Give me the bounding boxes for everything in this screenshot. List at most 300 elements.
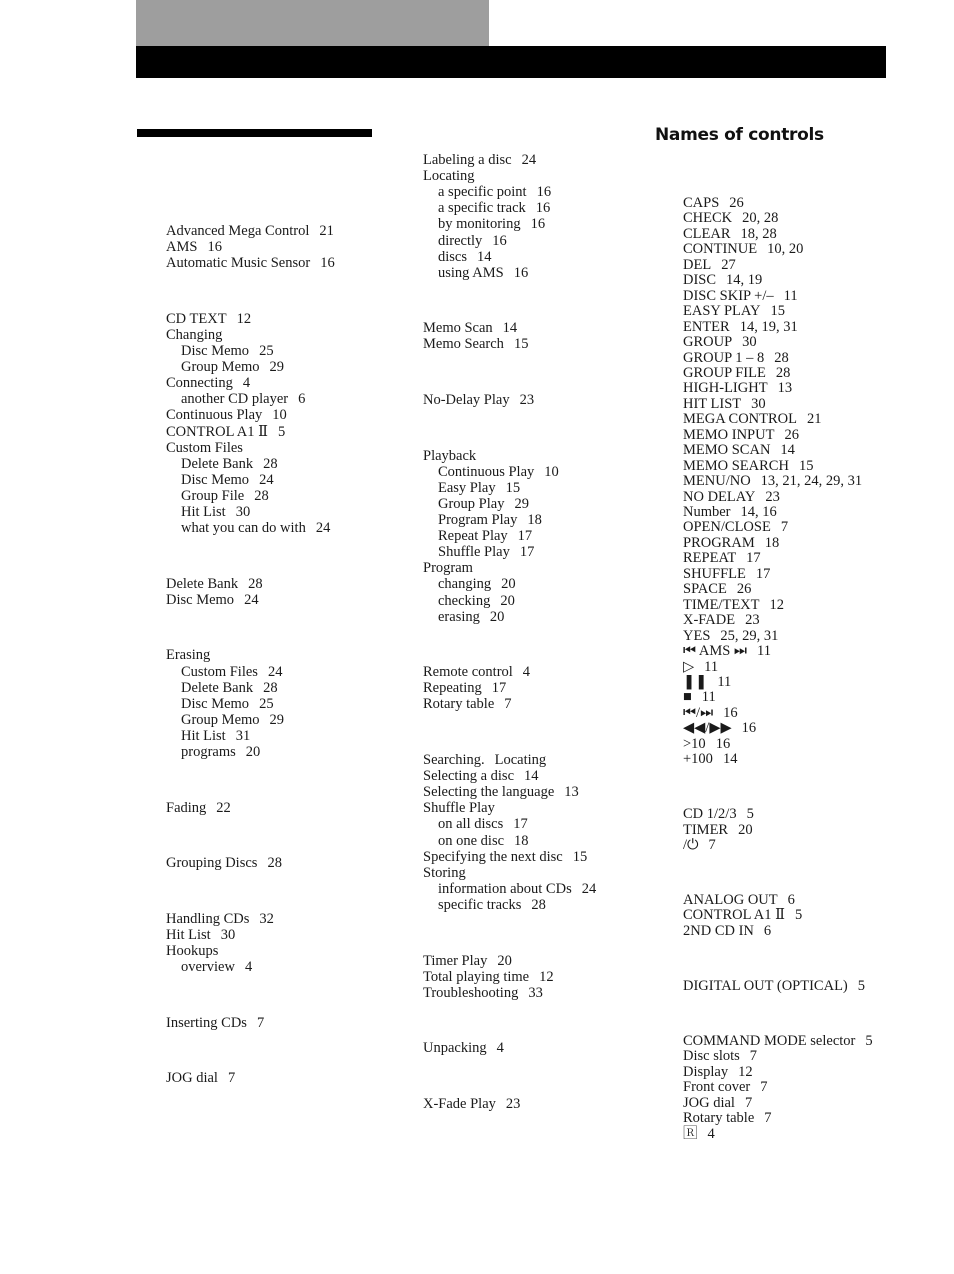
entry-term: YES xyxy=(683,627,711,644)
names-of-controls-heading: Names of controls xyxy=(655,125,824,145)
index-entry xyxy=(181,712,284,728)
index-entry xyxy=(423,1040,504,1056)
entry-page: 25 xyxy=(259,343,274,359)
index-entry xyxy=(181,728,250,744)
index-entry xyxy=(683,380,792,396)
entry-term: Shuffle Play xyxy=(438,544,510,561)
index-entry xyxy=(181,696,274,712)
entry-page: 20 xyxy=(497,952,512,969)
entry-term: CD 1/2/3 xyxy=(683,806,737,823)
index-entry xyxy=(438,184,551,200)
index-entry xyxy=(683,837,716,853)
entry-term: Shuffle Play xyxy=(423,800,495,817)
entry-page: 16 xyxy=(492,232,507,249)
index-entry xyxy=(423,768,539,784)
entry-term: ⏮/⏭ xyxy=(683,704,714,721)
entry-term: Unpacking xyxy=(423,1040,487,1057)
entry-term: using AMS xyxy=(438,264,504,281)
entry-term: Playback xyxy=(423,447,477,464)
entry-page: 29 xyxy=(514,495,529,512)
entry-page: 25 xyxy=(259,695,274,712)
entry-term: TIME/TEXT xyxy=(683,596,760,613)
index-entry xyxy=(423,560,473,576)
entry-term: Repeating xyxy=(423,680,482,697)
entry-page: 28 xyxy=(263,679,278,696)
index-entry xyxy=(423,168,475,184)
index-entry xyxy=(683,365,790,381)
entry-page: 24 xyxy=(244,591,259,608)
entry-term: Group Memo xyxy=(181,359,260,376)
index-entry xyxy=(683,705,738,721)
index-entry xyxy=(683,396,766,412)
index-entry xyxy=(423,800,495,816)
entry-term: EASY PLAY xyxy=(683,303,761,320)
index-entry xyxy=(166,1070,235,1086)
entry-page: 20 xyxy=(245,744,261,760)
entry-page: 4 xyxy=(496,1040,504,1057)
index-entry xyxy=(166,943,218,959)
entry-term: Number xyxy=(683,504,731,520)
entry-page: 20 xyxy=(501,576,516,593)
entry-page: 33 xyxy=(528,984,543,1001)
index-entry xyxy=(683,751,737,767)
entry-term: Locating xyxy=(423,168,475,185)
entry-term: Handling CDs xyxy=(166,910,250,927)
entry-term: overview xyxy=(181,959,235,976)
entry-term: Disc Memo xyxy=(181,471,250,488)
entry-page: 21 xyxy=(807,411,822,428)
index-entry xyxy=(166,407,287,423)
entry-term: REPEAT xyxy=(683,550,737,567)
entry-page: 16 xyxy=(723,704,738,721)
entry-page: 17 xyxy=(746,550,761,567)
entry-term: on one disc xyxy=(438,832,505,849)
index-entry xyxy=(683,597,784,613)
entry-term: ANALOG OUT xyxy=(683,892,778,908)
index-entry xyxy=(166,576,263,592)
entry-term: X-Fade Play xyxy=(423,1095,496,1112)
entry-page: 16 xyxy=(536,184,552,201)
index-entry xyxy=(423,969,554,985)
entry-page: 12 xyxy=(539,968,554,985)
index-entry xyxy=(181,744,260,760)
index-entry xyxy=(683,519,788,535)
index-entry xyxy=(166,239,222,255)
entry-term: /⏻ xyxy=(683,837,699,854)
entry-term: information about CDs xyxy=(438,880,572,897)
entry-page: 4 xyxy=(244,959,253,976)
entry-page: 28 xyxy=(248,575,263,592)
entry-page: 28 xyxy=(775,364,791,381)
entry-term: Selecting the language xyxy=(423,784,555,801)
entry-page: 14 xyxy=(722,751,738,768)
index-entry xyxy=(683,892,795,908)
entry-page: 32 xyxy=(259,910,274,927)
entry-page: 25, 29, 31 xyxy=(720,627,779,644)
entry-page: 17 xyxy=(755,565,771,582)
entry-term: CHECK xyxy=(683,210,733,227)
entry-page: 24 xyxy=(267,663,283,680)
index-entry xyxy=(181,359,284,375)
index-entry xyxy=(683,1048,757,1064)
entry-page: 20, 28 xyxy=(742,210,779,227)
index-entry xyxy=(181,680,278,696)
index-entry xyxy=(683,806,754,822)
entry-term: Selecting a disc xyxy=(423,768,515,785)
index-entry xyxy=(438,464,559,480)
index-entry xyxy=(181,456,278,472)
entry-term: HIGH-LIGHT xyxy=(683,380,768,397)
index-entry xyxy=(683,334,757,350)
entry-term: Continuous Play xyxy=(166,407,263,424)
entry-page: 13, 21, 24, 29, 31 xyxy=(760,473,863,490)
index-entry xyxy=(683,907,802,923)
index-entry xyxy=(438,897,546,913)
index-entry xyxy=(166,647,210,663)
entry-term: Advanced Mega Control xyxy=(166,223,310,239)
index-entry xyxy=(181,504,250,520)
index-entry xyxy=(166,440,243,456)
entry-page: 28 xyxy=(254,487,269,504)
index-entry xyxy=(423,336,528,352)
entry-page: 6 xyxy=(763,922,772,939)
index-entry xyxy=(438,512,542,528)
entry-page: 7 xyxy=(749,1048,758,1065)
entry-page: 13 xyxy=(564,784,579,801)
index-entry xyxy=(423,392,534,408)
entry-term: CONTINUE xyxy=(683,241,758,258)
index-entry xyxy=(438,544,534,560)
index-entry xyxy=(166,327,222,343)
entry-page: 28 xyxy=(774,349,789,366)
entry-page: 30 xyxy=(235,504,251,520)
index-entry xyxy=(166,1015,264,1031)
entry-page: 18, 28 xyxy=(740,225,777,242)
index-entry xyxy=(423,448,476,464)
entry-page: 28 xyxy=(531,896,546,913)
entry-page: 7 xyxy=(256,1014,265,1031)
index-entry xyxy=(438,265,528,281)
entry-page: 7 xyxy=(227,1070,236,1087)
entry-page: 23 xyxy=(505,1095,521,1112)
entry-term: Disc slots xyxy=(683,1048,740,1065)
index-entry xyxy=(438,496,529,512)
entry-page: 10, 20 xyxy=(767,241,804,258)
entry-page: 14, 16 xyxy=(740,504,777,520)
entry-page: 7 xyxy=(504,696,512,713)
entry-term: Automatic Music Sensor xyxy=(166,255,311,272)
index-entry xyxy=(683,350,789,366)
index-entry xyxy=(166,911,274,927)
entry-term: CLEAR xyxy=(683,225,731,242)
entry-page: 7 xyxy=(744,1094,753,1111)
entry-term: Program xyxy=(423,560,473,577)
index-entry xyxy=(438,609,504,625)
index-entry xyxy=(683,458,813,474)
entry-term: Hit List xyxy=(181,727,226,744)
entry-term: ⏮ AMS ⏭ xyxy=(683,643,747,660)
entry-term: Storing xyxy=(423,864,466,881)
entry-page: 20 xyxy=(738,821,753,838)
entry-term: Hit List xyxy=(181,504,226,520)
index-entry xyxy=(181,343,274,359)
entry-page: 17 xyxy=(513,816,528,833)
entry-page: 4 xyxy=(707,1125,715,1142)
entry-page: 29 xyxy=(269,359,285,376)
entry-term: MENU/NO xyxy=(683,473,751,490)
entry-page: 5 xyxy=(794,907,803,924)
index-entry xyxy=(166,223,334,239)
entry-page: 31 xyxy=(235,727,251,744)
entry-term: discs xyxy=(438,248,467,265)
index-entry xyxy=(683,1126,715,1142)
entry-term: Continuous Play xyxy=(438,463,535,480)
index-entry xyxy=(683,581,751,597)
entry-term: Fading xyxy=(166,799,207,816)
entry-term: ENTER xyxy=(683,318,730,335)
entry-term: JOG dial xyxy=(166,1070,218,1087)
index-entry xyxy=(438,480,520,496)
index-entry xyxy=(683,535,779,551)
index-entry xyxy=(181,472,274,488)
index-entry xyxy=(423,752,546,768)
index-entry xyxy=(438,528,532,544)
index-entry xyxy=(166,311,251,327)
entry-term: DEL xyxy=(683,256,712,273)
entry-page: 4 xyxy=(242,375,251,392)
entry-page: 5 xyxy=(277,423,286,440)
entry-page: 23 xyxy=(519,392,535,408)
entry-page: 14 xyxy=(477,248,492,265)
entry-page: 12 xyxy=(769,596,785,613)
entry-term: No-Delay Play xyxy=(423,392,510,408)
entry-term: ◀◀/▶▶ xyxy=(683,720,732,737)
index-entry xyxy=(683,612,760,628)
entry-term: another CD player xyxy=(181,391,289,408)
entry-term: programs xyxy=(181,744,236,760)
entry-page: 16 xyxy=(741,720,757,737)
entry-term: Troubleshooting xyxy=(423,984,519,1001)
entry-term: MEGA CONTROL xyxy=(683,411,797,428)
entry-page: 14, 19, 31 xyxy=(739,318,798,335)
index-entry xyxy=(166,592,259,608)
index-entry xyxy=(683,489,780,505)
index-entry xyxy=(683,628,778,644)
entry-term: MEMO SCAN xyxy=(683,442,771,459)
entry-term: what you can do with xyxy=(181,520,306,537)
entry-term: Rotary table xyxy=(423,696,495,713)
entry-term: OPEN/CLOSE xyxy=(683,519,771,536)
entry-page: 14 xyxy=(502,320,518,337)
entry-page: 11 xyxy=(717,673,732,690)
entry-term: NO DELAY xyxy=(683,488,756,505)
index-entry xyxy=(683,226,777,242)
entry-term: TIMER xyxy=(683,821,729,838)
entry-term: HIT LIST xyxy=(683,395,742,412)
entry-page: 10 xyxy=(272,407,287,424)
entry-page: 16 xyxy=(513,264,529,281)
index-entry xyxy=(166,255,335,271)
entry-page: 24 xyxy=(521,152,537,168)
entry-term: Disc Memo xyxy=(181,695,250,712)
entry-page: 23 xyxy=(745,612,760,629)
entry-term: Delete Bank xyxy=(181,679,254,696)
entry-term: erasing xyxy=(438,608,480,625)
entry-page: 30 xyxy=(742,334,757,351)
index-entry xyxy=(683,504,777,520)
entry-term: DIGITAL OUT (OPTICAL) xyxy=(683,977,848,994)
index-entry xyxy=(683,822,753,838)
entry-term: SHUFFLE xyxy=(683,565,746,582)
entry-page: 7 xyxy=(708,837,716,854)
entry-page: 28 xyxy=(263,455,278,472)
entry-term: changing xyxy=(438,576,492,593)
entry-term: Memo Search xyxy=(423,336,504,353)
index-entry xyxy=(181,959,252,975)
entry-term: Custom Files xyxy=(166,439,243,456)
entry-page: 11 xyxy=(783,287,798,304)
entry-term: Group File xyxy=(181,487,245,504)
index-entry xyxy=(423,320,517,336)
entry-term: >10 xyxy=(683,735,706,752)
entry-page: 17 xyxy=(517,528,533,545)
index-entry xyxy=(683,689,716,705)
entry-page: 18 xyxy=(527,512,542,528)
entry-page: 26 xyxy=(784,426,799,443)
entry-term: Group Play xyxy=(438,495,505,512)
entry-term: Easy Play xyxy=(438,479,496,496)
entry-term: COMMAND MODE selector xyxy=(683,1032,856,1049)
index-entry xyxy=(683,720,756,736)
entry-term: Inserting CDs xyxy=(166,1014,247,1031)
entry-page: 30 xyxy=(751,395,766,412)
entry-page: 15 xyxy=(770,303,785,320)
header-tab-gray xyxy=(136,0,489,46)
entry-term: DISC SKIP +/– xyxy=(683,287,774,304)
index-entry xyxy=(683,566,770,582)
entry-page: 14, 19 xyxy=(726,272,763,289)
entry-page: 13 xyxy=(777,380,793,397)
entry-term: MEMO INPUT xyxy=(683,426,775,443)
entry-term: Front cover xyxy=(683,1079,751,1096)
entry-page: 26 xyxy=(736,581,752,598)
entry-page: 21 xyxy=(319,223,334,239)
index-entry xyxy=(683,257,736,273)
index-entry xyxy=(683,659,718,675)
entry-page: 15 xyxy=(513,336,529,353)
entry-page: 5 xyxy=(865,1032,873,1049)
index-entry xyxy=(683,1033,873,1049)
entry-term: GROUP 1 – 8 xyxy=(683,349,765,366)
entry-page: 15 xyxy=(505,479,521,496)
entry-page: 11 xyxy=(756,643,771,660)
entry-page: 11 xyxy=(704,658,719,675)
entry-page: 17 xyxy=(519,544,535,561)
entry-page: 23 xyxy=(765,488,780,505)
index-entry xyxy=(438,216,545,232)
entry-page: 6 xyxy=(298,391,306,408)
entry-term: Labeling a disc xyxy=(423,152,512,168)
entry-page: 15 xyxy=(798,457,814,474)
entry-term: a specific track xyxy=(438,200,526,217)
entry-page: 17 xyxy=(491,680,507,697)
index-entry xyxy=(181,391,305,407)
entry-page: 16 xyxy=(530,216,546,233)
index-entry xyxy=(683,736,730,752)
index-entry xyxy=(683,195,744,211)
entry-term: Memo Scan xyxy=(423,320,493,337)
index-entry xyxy=(683,442,795,458)
entry-page: 22 xyxy=(216,799,231,816)
index-entry xyxy=(166,375,250,391)
entry-term: Rotary table xyxy=(683,1110,755,1127)
entry-page: 20 xyxy=(500,592,515,609)
entry-term: Erasing xyxy=(166,647,211,664)
index-entry xyxy=(438,833,529,849)
index-entry xyxy=(683,1079,768,1095)
index-entry xyxy=(438,576,516,592)
entry-term: CONTROL A1 Ⅱ xyxy=(683,907,785,924)
entry-page: 18 xyxy=(514,832,529,849)
index-entry xyxy=(683,241,803,257)
entry-page: 7 xyxy=(760,1079,768,1096)
entry-page: 7 xyxy=(764,1110,772,1127)
entry-page: 29 xyxy=(269,711,285,728)
entry-page: 12 xyxy=(738,1063,753,1080)
index-entry xyxy=(683,1095,752,1111)
entry-term: SPACE xyxy=(683,581,727,598)
index-entry xyxy=(683,923,771,939)
index-entry xyxy=(438,233,507,249)
index-entry xyxy=(683,1064,753,1080)
header-bar xyxy=(136,46,886,78)
entry-page: 10 xyxy=(544,463,559,480)
entry-page: 16 xyxy=(715,735,731,752)
index-entry xyxy=(423,680,506,696)
entry-term: Delete Bank xyxy=(181,455,254,472)
entry-term: AMS xyxy=(166,239,198,256)
index-entry xyxy=(683,674,731,690)
entry-term: a specific point xyxy=(438,184,527,201)
entry-term: Hookups xyxy=(166,943,219,959)
index-entry xyxy=(683,319,798,335)
entry-term: on all discs xyxy=(438,816,504,833)
entry-term: by monitoring xyxy=(438,216,521,233)
entry-term: Hit List xyxy=(166,926,211,943)
entry-term: Timer Play xyxy=(423,952,488,969)
entry-term: Searching. xyxy=(423,752,485,768)
index-entry xyxy=(438,200,550,216)
index-entry xyxy=(423,985,543,1001)
entry-term: DISC xyxy=(683,272,717,289)
index-entry xyxy=(423,1096,520,1112)
entry-page: 4 xyxy=(522,664,531,681)
index-entry xyxy=(683,1110,772,1126)
entry-term: +100 xyxy=(683,751,713,768)
index-entry xyxy=(181,520,330,536)
index-entry xyxy=(438,249,492,265)
index-entry xyxy=(683,411,822,427)
entry-term: JOG dial xyxy=(683,1094,735,1111)
entry-page: 15 xyxy=(572,848,588,865)
entry-term: Display xyxy=(683,1063,729,1080)
entry-page: 14 xyxy=(524,768,539,785)
entry-page: 5 xyxy=(746,806,754,823)
entry-term: Specifying the next disc xyxy=(423,848,563,865)
entry-term: Group Memo xyxy=(181,711,260,728)
entry-page: Locating xyxy=(494,752,547,768)
index-entry xyxy=(166,927,235,943)
